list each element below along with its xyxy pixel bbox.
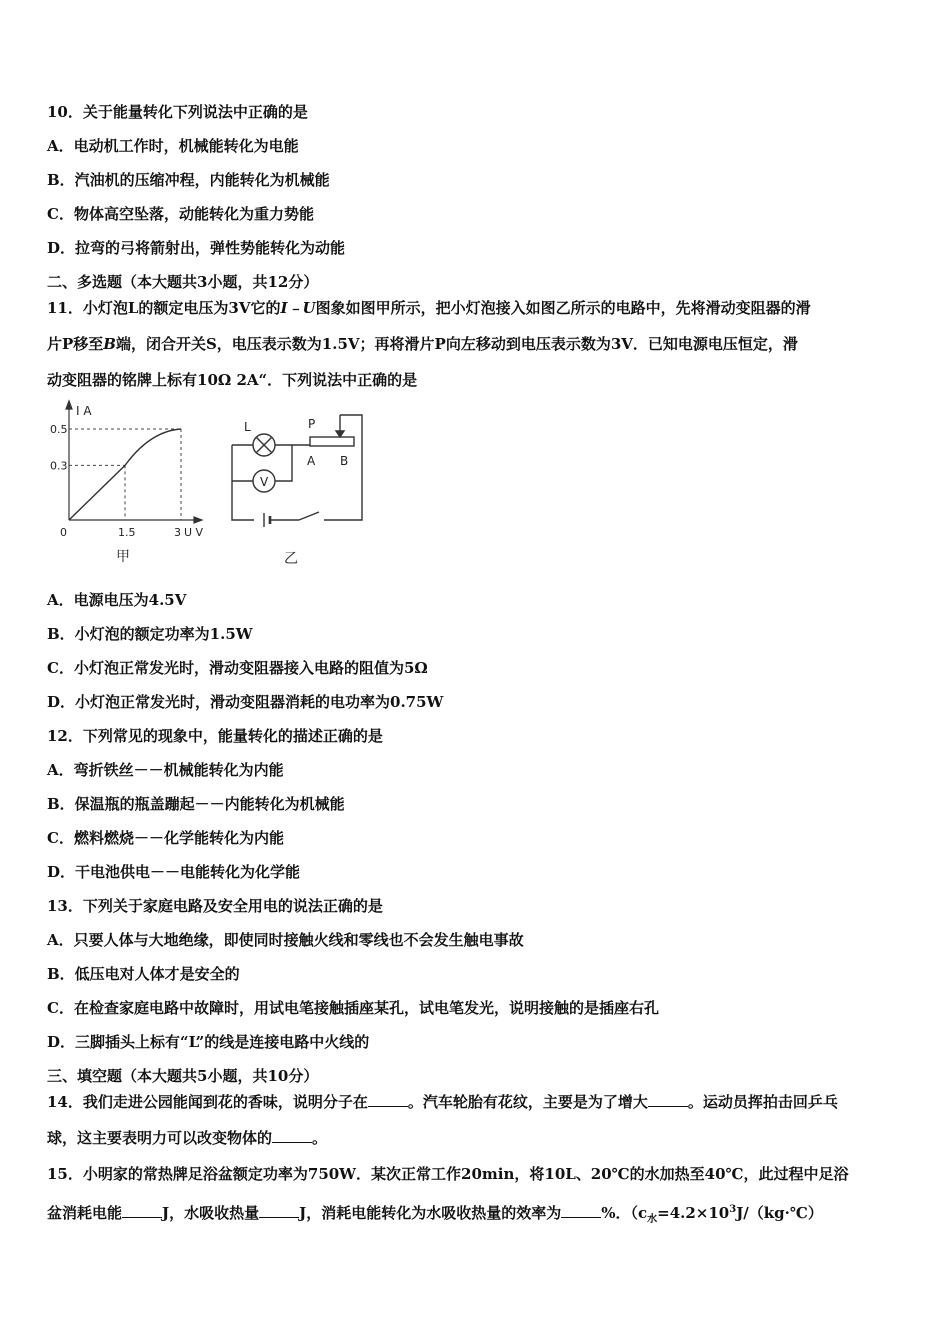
q10-option-b: B．汽油机的压缩冲程，内能转化为机械能 [47, 171, 330, 189]
wire-left [232, 445, 254, 520]
lamp-label: L [244, 420, 251, 434]
q15-blank-2[interactable] [259, 1203, 299, 1218]
x-axis-arrow [194, 517, 202, 523]
q12-option-a: A．弯折铁丝－－机械能转化为内能 [47, 761, 284, 779]
slider-label: P [308, 417, 316, 431]
q14-blank-3[interactable] [272, 1128, 312, 1143]
q13-option-d: D．三脚插头上标有“L”的线是连接电路中火线的 [47, 1033, 370, 1051]
voltmeter-label: V [260, 475, 269, 489]
q10-stem: 10．关于能量转化下列说法中正确的是 [47, 103, 308, 121]
q14-line-2: 球，这主要表明力可以改变物体的 。 [47, 1129, 328, 1147]
y-tick-label: 0.5 [50, 423, 68, 436]
circuit-diagram [232, 415, 362, 527]
graph-y-label: I A [76, 404, 92, 418]
q11-stem-line-3: 动变阻器的铭牌上标有10Ω 2A“．下列说法中正确的是 [47, 371, 418, 389]
q10-option-d: D．拉弯的弓将箭射出，弹性势能转化为动能 [47, 239, 346, 257]
q12-stem: 12．下列常见的现象中，能量转化的描述正确的是 [47, 727, 383, 745]
q15-line-2: 盆消耗电能 J，水吸收热量 J，消耗电能转化为水吸收热量的效率为 %．（$c_水=4.2\times 10^3J/(kg\cdot℃)$ [47, 1204, 823, 1225]
switch [299, 512, 319, 520]
q11-stem-line-2: 片P移至B端，闭合开关S，电压表示数为1.5V；再将滑片P向左移动到电压表示数为3V．已知电源电压恒定，滑 [47, 335, 798, 353]
q14-line-1: 14．我们走进公园能闻到花的香味，说明分子在 。汽车轮胎有花纹，主要是为了增大 。运动员挥拍击回乒乓 [47, 1093, 838, 1111]
section-3-heading: 三、填空题（本大题共5小题，共10分） [47, 1067, 319, 1085]
q13-option-b: B．低压电对人体才是安全的 [47, 965, 240, 983]
graph-x-label: U V [184, 526, 204, 539]
q11-figure [44, 395, 374, 575]
q15-blank-1[interactable] [122, 1203, 162, 1218]
q12-option-b: B．保温瓶的瓶盖蹦起－－内能转化为机械能 [47, 795, 345, 813]
q14-blank-2[interactable] [648, 1092, 688, 1107]
slider-arrow [336, 431, 344, 437]
q12-option-d: D．干电池供电－－电能转化为化学能 [47, 863, 301, 881]
wire-volt-right [275, 445, 292, 481]
iu-graph [66, 401, 202, 523]
q13-option-a: A．只要人体与大地绝缘，即使同时接触火线和零线也不会发生触电事故 [47, 931, 524, 949]
x-tick-label: 1.5 [118, 526, 136, 539]
rheostat-end-b: B [340, 454, 349, 468]
q15-line-1: 15．小明家的常热牌足浴盆额定功率为750W．某次正常工作20min，将10L、20℃的水加热至40℃，此过程中足浴 [47, 1165, 849, 1183]
q14-blank-1[interactable] [368, 1092, 408, 1107]
q13-option-c: C．在检查家庭电路中故障时，用试电笔接触插座某孔，试电笔发光，说明接触的是插座右孔 [47, 999, 659, 1017]
q11-stem-line-1: 11．小灯泡L的额定电压为3V它的I﹣U图象如图甲所示，把小灯泡接入如图乙所示的电路中，先将滑动变阻器的滑 [47, 299, 811, 317]
graph-origin: 0 [60, 526, 67, 539]
circuit-caption: 乙 [284, 551, 298, 567]
rheostat [310, 437, 354, 446]
q11-option-b: B．小灯泡的额定功率为1.5W [47, 625, 253, 643]
x-tick-label: 3 [174, 526, 181, 539]
section-2-heading: 二、多选题（本大题共3小题，共12分） [47, 273, 319, 291]
y-axis-arrow [66, 401, 72, 409]
graph-caption: 甲 [116, 549, 130, 565]
iu-curve [69, 429, 181, 520]
q10-option-a: A．电动机工作时，机械能转化为电能 [47, 137, 299, 155]
q11-option-d: D．小灯泡正常发光时，滑动变阻器消耗的电功率为0.75W [47, 693, 444, 711]
q13-stem: 13．下列关于家庭电路及安全用电的说法正确的是 [47, 897, 383, 915]
q11-option-a: A．电源电压为4.5V [47, 591, 187, 609]
rheostat-end-a: A [307, 454, 316, 468]
q12-option-c: C．燃料燃烧－－化学能转化为内能 [47, 829, 284, 847]
q15-blank-3[interactable] [561, 1203, 601, 1218]
q10-option-c: C．物体高空坠落，动能转化为重力势能 [47, 205, 314, 223]
q11-option-c: C．小灯泡正常发光时，滑动变阻器接入电路的阻值为5Ω [47, 659, 428, 677]
y-tick-label: 0.3 [50, 459, 68, 473]
